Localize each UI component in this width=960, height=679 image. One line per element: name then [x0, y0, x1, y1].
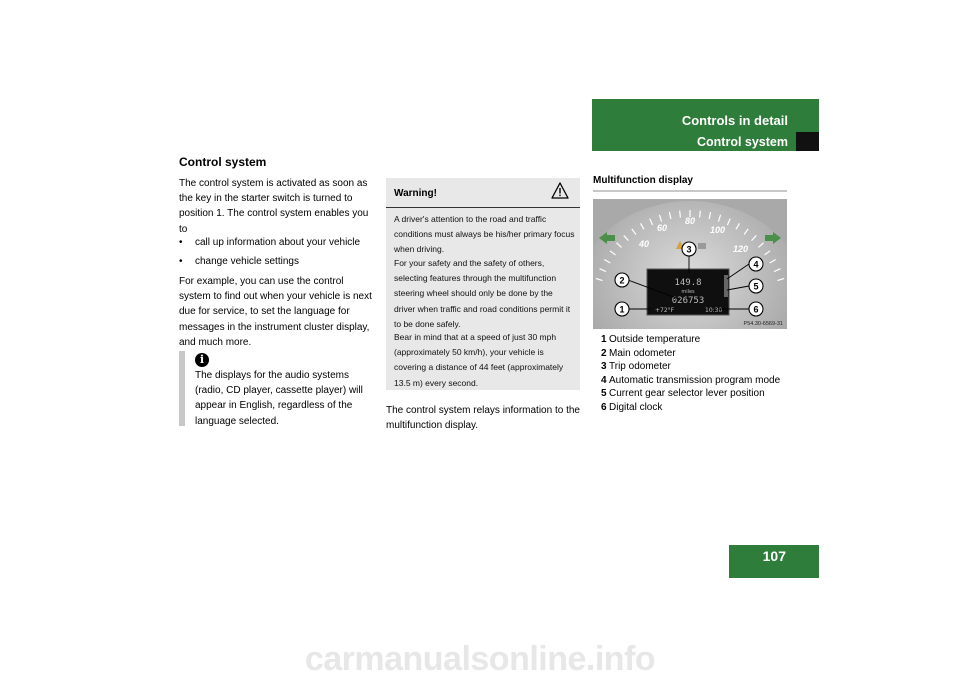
callout-number: 1: [619, 304, 625, 315]
note-bar: [179, 351, 185, 426]
legend-item: [601, 401, 780, 415]
legend-item: [601, 360, 780, 374]
callout-number: 6: [753, 304, 759, 315]
warning-paragraph: A driver's attention to the road and traffic conditions must always be his/her primary focus when driving.: [394, 214, 575, 255]
dial-tick: [700, 211, 701, 218]
legend-label: Automatic transmission program mode: [609, 374, 781, 386]
bullet-text: call up information about your vehicle: [195, 237, 361, 248]
clock-readout: 10:30: [705, 307, 723, 314]
figure-code: P54.30-6569-31: [743, 321, 783, 327]
warning-title: Warning!: [394, 188, 437, 199]
legend-number: 4: [601, 374, 607, 386]
example-paragraph: For example, you can use the control system to find out when your vehicle is next due for service, to set the language for messages in the instrument cluster display, and much more.: [179, 276, 372, 348]
info-icon: i: [195, 353, 209, 367]
speed-label: 80: [685, 216, 696, 226]
legend-item: [601, 387, 780, 401]
speed-label: 60: [657, 223, 668, 233]
legend-item: [601, 347, 780, 361]
speed-label: 40: [639, 239, 650, 249]
section-title: Controls in detail: [681, 113, 788, 128]
header-corner-block: [796, 132, 819, 151]
legend-number: 3: [601, 361, 607, 373]
bullet-item: • change vehicle settings: [179, 256, 299, 267]
legend-number: 2: [601, 347, 607, 359]
heading-rule: [593, 190, 787, 192]
legend-number: 1: [601, 334, 607, 345]
subsection-title: Control system: [697, 135, 788, 149]
heading-control-system: Control system: [179, 155, 267, 169]
legend-number: 5: [601, 388, 607, 400]
callout-number: 5: [753, 281, 759, 292]
callout-number: 4: [753, 259, 759, 270]
odometer-readout: 026753: [671, 296, 705, 306]
legend-label: Current gear selector lever position: [609, 388, 765, 400]
unit-readout: miles: [681, 289, 695, 295]
legend-label: Trip odometer: [609, 361, 671, 373]
legend-label: Main odometer: [609, 347, 676, 359]
speed-label: 120: [733, 244, 749, 254]
heading-multifunction-display: Multifunction display: [593, 175, 693, 186]
trip-readout: 149.8: [674, 278, 702, 288]
callout-number: 2: [619, 275, 625, 286]
page-number: 107: [762, 548, 786, 564]
intro-paragraph: The control system is activated as soon as the key in the starter switch is turned to position 1. The control system enables you to: [179, 178, 369, 235]
relay-paragraph: The control system relays information to the multifunction display.: [386, 405, 580, 432]
dial-tick: [680, 211, 681, 218]
warning-triangle-icon: [551, 182, 569, 199]
callout-number: 3: [686, 244, 692, 255]
legend-list: [601, 333, 780, 415]
legend-item: [601, 374, 780, 388]
temperature-readout: +72°F: [655, 307, 675, 314]
legend-number: 6: [601, 401, 607, 413]
warning-paragraph: Bear in mind that at a speed of just 30 mph (approximately 50 km/h), your vehicle is covering a distance of 44 feet (approximately 13.5 m) every second.: [394, 332, 564, 388]
legend-item: [601, 333, 780, 347]
bullet-text: change vehicle settings: [195, 256, 299, 267]
warning-divider: [386, 207, 580, 208]
speed-label: 100: [710, 225, 726, 235]
note-text: The displays for the audio systems (radio, CD player, cassette player) will appear in English, regardless of the language selected.: [195, 370, 363, 427]
legend-label: Digital clock: [609, 401, 663, 413]
indicator-lamp-icon: [698, 243, 706, 249]
warning-paragraph: For your safety and the safety of others, selecting features through the multifunction steering wheel should only be done by the driver when traffic and road conditions permit it to be done safely.: [394, 258, 571, 329]
watermark: carmanualsonline.info: [304, 640, 656, 678]
bullet-item: • call up information about your vehicle: [179, 237, 361, 248]
legend-label: Outside temperature: [609, 334, 701, 345]
instrument-cluster-image: [593, 199, 787, 329]
